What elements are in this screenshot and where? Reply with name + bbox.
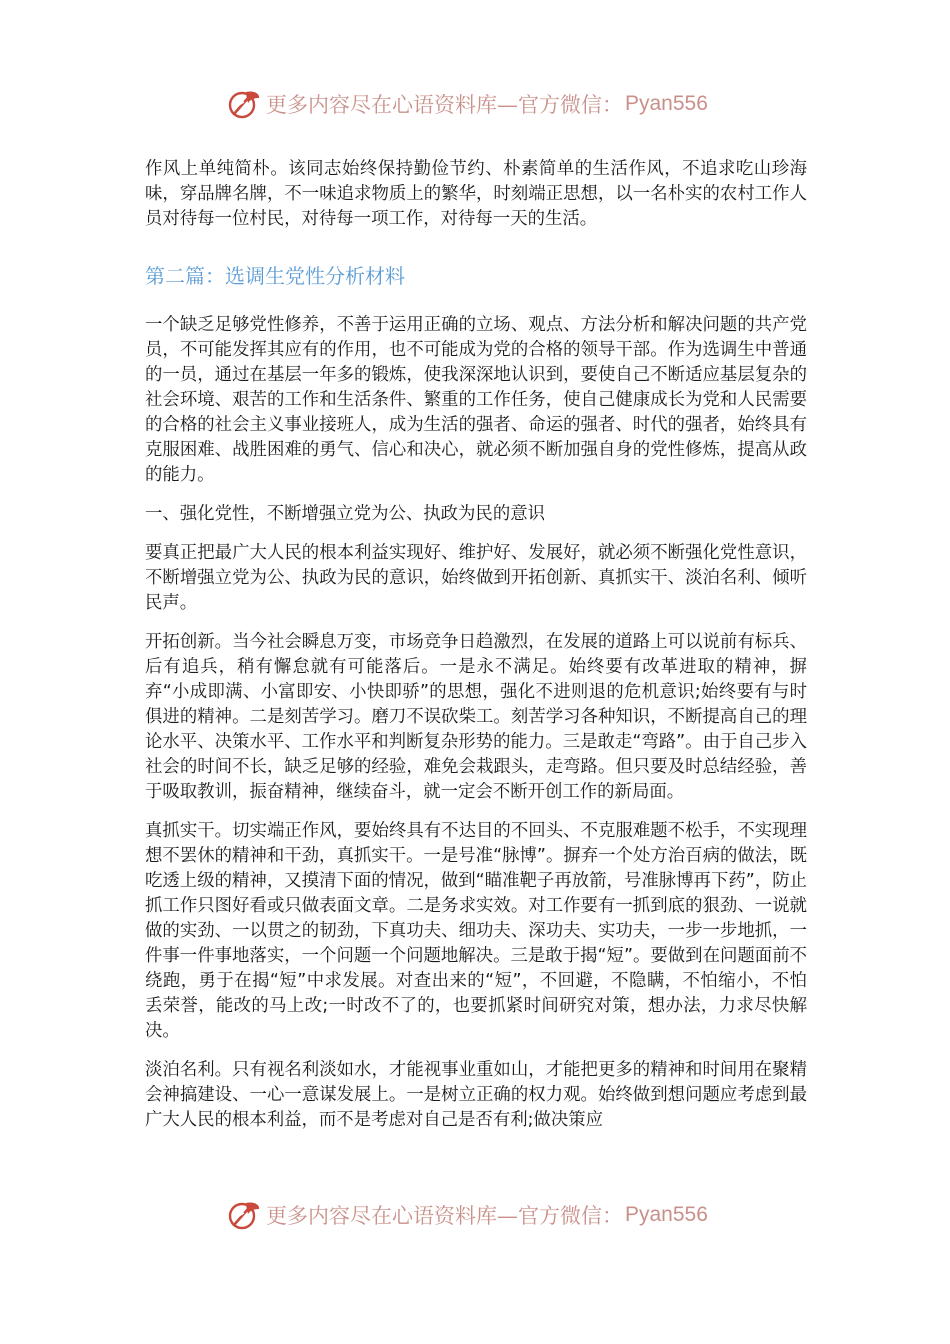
paragraph-hard-work: 真抓实干。切实端正作风，要始终具有不达目的不回头、不克服难题不松手，不实现理想不罢休的精神和干劲，真抓实干。一是号准“脉博”。摒弃一个处方治百病的做法，既吃透上级的精神，又摸清下面的情况，做到“瞄准靶子再放箭，号准脉博再下药”，防止抓工作只图好看或只做表面文章。二是务求实效。对工作要有一抓到底的狠劲、一说就做的实劲、一以贯之的韧劲，下真功夫、细功夫、深功夫、实功夫，一步一步地抓，一件事一件事地落实，一个问题一个问题地解决。三是敢于揭“短”。要做到在问题面前不绕跑，勇于在揭“短”中求发展。对查出来的“短”，不回避，不隐瞒，不怕缩小，不怕丢荣誉，能改的马上改;一时改不了的，也要抓紧时间研究对策，想办法，力求尽快解决。 <box>145 821 807 1041</box>
paragraph-subheading-one: 一、强化党性，不断增强立党为公、执政为民的意识 <box>145 504 545 524</box>
section-heading: 第二篇：选调生党性分析材料 <box>145 264 405 288</box>
watermark-wechat-id: Pyan556 <box>625 1203 708 1226</box>
paragraph-indifferent-fame: 淡泊名利。只有视名利淡如水，才能视事业重如山，才能把更多的精神和时间用在聚精会神搞建设、一心一意谋发展上。一是树立正确的权力观。始终做到想问题应考虑到最广大人民的根本利益，而不是考虑对自己是否有利;做决策应 <box>145 1060 807 1130</box>
watermark-text: 更多内容尽在心语资料库—官方微信： <box>266 93 623 117</box>
watermark-wechat-id: Pyan556 <box>625 92 708 115</box>
paragraph-opening: 一个缺乏足够党性修养，不善于运用正确的立场、观点、方法分析和解决问题的共产党员，不可能发挥其应有的作用，也不可能成为党的合格的领导干部。作为选调生中普通的一员，通过在基层一年多的锻炼，使我深深地认识到，要使自己不断适应基层复杂的社会环境、艰苦的工作和生活条件、繁重的工作任务，使自己健康成长为党和人民需要的合格的社会主义事业接班人，成为生活的强者、命运的强者、时代的强者，始终具有克服困难、战胜困难的勇气、信心和决心，就必须不断加强自身的党性修炼，提高从政的能力。 <box>145 315 807 485</box>
feather-pen-logo-icon <box>226 1197 262 1233</box>
feather-pen-logo-icon <box>226 86 262 122</box>
paragraph-strengthen-party: 要真正把最广大人民的根本利益实现好、维护好、发展好，就必须不断强化党性意识，不断增强立党为公、执政为民的意识，始终做到开拓创新、真抓实干、淡泊名利、倾听民声。 <box>145 543 807 613</box>
paragraph-intro-continued: 作风上单纯简朴。该同志始终保持勤俭节约、朴素简单的生活作风，不追求吃山珍海味，穿品牌名牌，不一味追求物质上的繁华，时刻端正思想，以一名朴实的农村工作人员对待每一位村民，对待每一项工作，对待每一天的生活。 <box>145 159 807 229</box>
watermark-banner-top <box>226 84 708 124</box>
watermark-text: 更多内容尽在心语资料库—官方微信： <box>266 1204 623 1228</box>
paragraph-innovation: 开拓创新。当今社会瞬息万变，市场竞争日趋激烈，在发展的道路上可以说前有标兵、后有追兵，稍有懈怠就有可能落后。一是永不满足。始终要有改革进取的精神，摒弃“小成即满、小富即安、小快即骄”的思想，强化不进则退的危机意识;始终要有与时俱进的精神。二是刻苦学习。磨刀不误砍柴工。刻苦学习各种知识，不断提高自己的理论水平、决策水平、工作水平和判断复杂形势的能力。三是敢走“弯路”。由于自己步入社会的时间不长，缺乏足够的经验，难免会栽跟头，走弯路。但只要及时总结经验，善于吸取教训，振奋精神，继续奋斗，就一定会不断开创工作的新局面。 <box>145 632 807 802</box>
watermark-banner-bottom <box>226 1195 708 1235</box>
document-body <box>145 157 807 1133</box>
